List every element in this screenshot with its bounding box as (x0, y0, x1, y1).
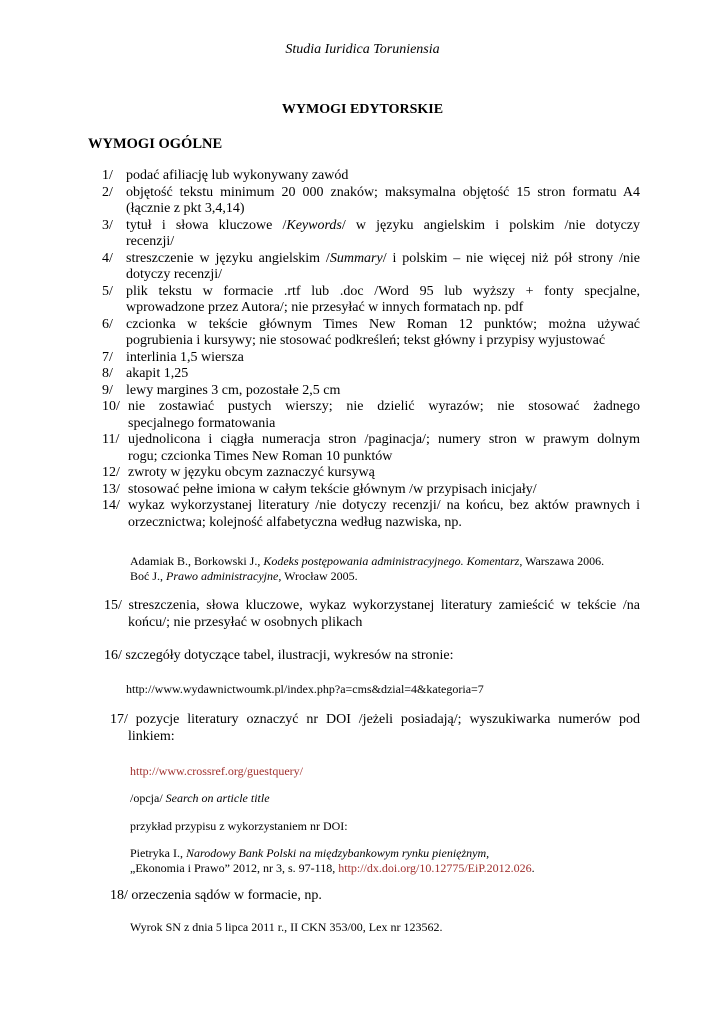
item-15-line1: 15/ streszczenia, słowa kluczowe, wykaz wykorzystanej literatury zamieścić w tekście /na (104, 598, 640, 613)
rule-item: 13/ stosować pełne imiona w całym tekście głównym /w przypisach inicjały/ (102, 481, 537, 497)
rule-item: 4/ streszczenie w języku angielskim /Summary/ i polskim – nie więcej niż pół strony /nie dotyczy recenzji/ (102, 250, 640, 282)
court-ruling-example: Wyrok SN z dnia 5 lipca 2011 r., II CKN 353/00, Lex nr 123562. (130, 920, 443, 934)
crossref-link[interactable]: http://www.crossref.org/guestquery/ (130, 764, 303, 778)
item-15-line2: końcu/; nie przesyłać w osobnych plikach (128, 615, 363, 630)
rule-item: 7/ interlinia 1,5 wiersza (102, 349, 244, 365)
doi-link[interactable]: http://dx.doi.org/10.12775/EiP.2012.026 (338, 861, 532, 875)
document-title: WYMOGI EDYTORSKIE (281, 102, 444, 117)
rule-item: 2/ objętość tekstu minimum 20 000 znaków; maksymalna objętość 15 stron formatu A4 (łącznie z pkt 3,4,14) (102, 184, 640, 216)
item-16-text: 16/ szczegóły dotyczące tabel, ilustracji, wykresów na stronie: (104, 648, 454, 663)
summary-term: Summary (329, 250, 383, 266)
rule-item: 11/ ujednolicona i ciągła numeracja stron /paginacja/; numery stron w prawym dolnym rogu; czcionka Times New Roman 10 punktów (102, 432, 640, 464)
item-16-url[interactable]: http://www.wydawnictwoumk.pl/index.php?a=cms&dzial=4&kategoria=7 (126, 682, 484, 696)
section-heading: WYMOGI OGÓLNE (88, 136, 223, 152)
rule-item: 9/ lewy margines 3 cm, pozostałe 2,5 cm (102, 382, 341, 398)
search-option: /opcja/ Search on article title (130, 791, 270, 805)
rules-list (102, 168, 640, 531)
doi-example-line1: Pietryka I., Narodowy Bank Polski na międzybankowym rynku pieniężnym, (130, 846, 490, 860)
rule-item: 10/ nie zostawiać pustych wierszy; nie dzielić wyrazów; nie stosować żadnego specjalnego formatowania (102, 399, 640, 431)
rule-item: 8/ akapit 1,25 (102, 366, 189, 381)
rule-item: 5/ plik tekstu w formacie .rtf lub .doc /Word 95 lub wyższy + fonty specjalne, wprowadzone przez Autora/; nie przesyłać w innych formatach np. pdf (102, 283, 640, 315)
rule-item: 6/ czcionka w tekście głównym Times New Roman 12 punktów; można używać pogrubienia i kursywy; nie stosować podkreśleń; tekst główny i przypisy wyjustować (102, 316, 640, 348)
rule-item: 1/ podać afiliację lub wykonywany zawód (102, 168, 349, 183)
keywords-term: Keywords (286, 217, 342, 233)
item-18-text: 18/ orzeczenia sądów w formacie, np. (110, 888, 322, 903)
item-17-line1: 17/ pozycje literatury oznaczyć nr DOI /jeżeli posiadają/; wyszukiwarka numerów pod (110, 712, 640, 727)
rule-item: 3/ tytuł i słowa kluczowe /Keywords/ w języku angielskim i polskim /nie dotyczy recenzji/ (102, 217, 640, 249)
bibliography-entry: Boć J., Prawo administracyjne, Wrocław 2005. (130, 569, 358, 583)
journal-header: Studia Iuridica Toruniensia (285, 42, 440, 57)
item-17-line2: linkiem: (128, 729, 175, 744)
bibliography-entry: Adamiak B., Borkowski J., Kodeks postępowania administracyjnego. Komentarz, Warszawa 2006. (130, 554, 605, 568)
rule-item: 12/ zwroty w języku obcym zaznaczyć kursywą (102, 465, 375, 480)
doi-example-label: przykład przypisu z wykorzystaniem nr DOI: (130, 819, 348, 833)
doi-example-line2: „Ekonomia i Prawo” 2012, nr 3, s. 97-118, http://dx.doi.org/10.12775/EiP.2012.026. (130, 861, 535, 875)
rule-item: 14/ wykaz wykorzystanej literatury /nie dotyczy recenzji/ na końcu, bez aktów prawnych i orzecznictwa; kolejność alfabetyczna według nazwiska, np. (102, 498, 640, 530)
